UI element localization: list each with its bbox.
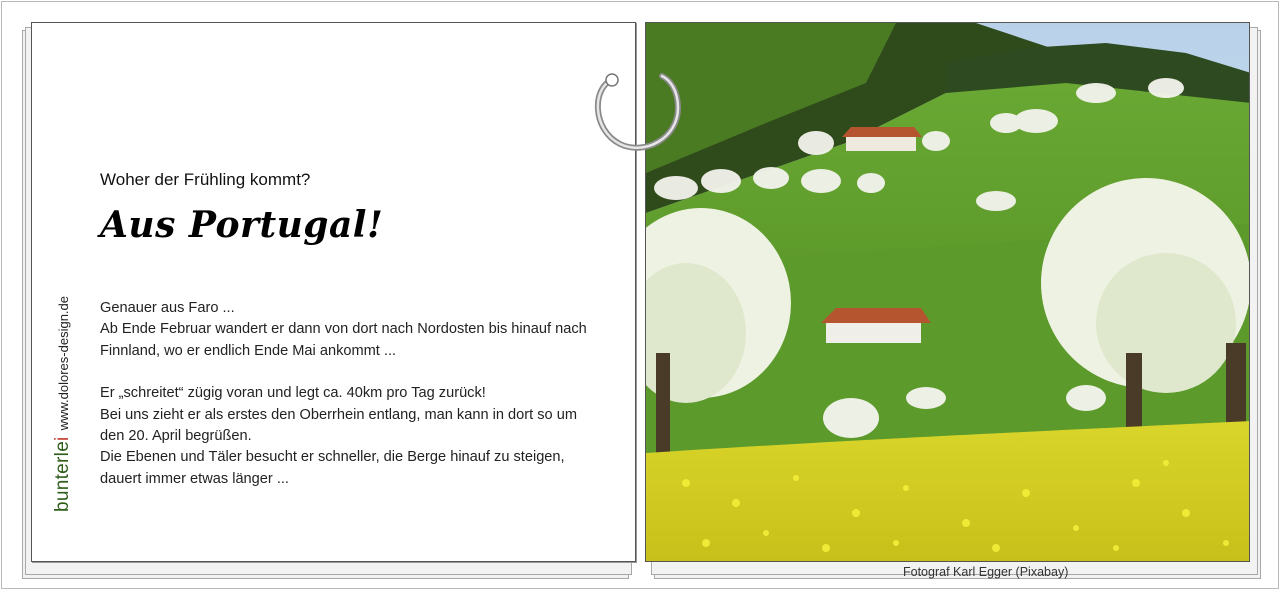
teaser-question: Woher der Frühling kommt? [100, 170, 311, 189]
right-page-photo [645, 22, 1250, 562]
body-text [100, 298, 590, 490]
brand-name: bunterle [52, 440, 73, 512]
brand-url: www.dolores-design.de [56, 296, 71, 431]
paragraph-5: Die Ebenen und Täler besucht er schneller, die Berge hinauf zu steigen, dauert immer etwas länger ... [100, 449, 565, 487]
paragraph-gap [100, 362, 590, 383]
farmhouse [826, 321, 921, 343]
photo-credit: Fotograf Karl Egger (Pixabay) [903, 565, 1069, 579]
brand-vertical [52, 296, 74, 512]
paragraph-3: Er „schreitet“ zügig voran und legt ca. 40km pro Tag zurück! [100, 385, 486, 402]
brand-name-accent: i [52, 436, 73, 441]
brand-logo [52, 436, 73, 512]
headline: Aus Portugal! [100, 204, 384, 246]
binding-ring-icon [590, 68, 690, 158]
paragraph-2: Ab Ende Februar wandert er dann von dort nach Nordosten bis hinauf nach Finnland, wo er endlich Ende Mai ankommt ... [100, 321, 587, 359]
landscape-photo [646, 23, 1250, 562]
paragraph-4: Bei uns zieht er als erstes den Oberrhein entlang, man kann in dort so um den 20. April begrüßen. [100, 406, 577, 445]
paragraph-1: Genauer aus Faro ... [100, 300, 235, 316]
